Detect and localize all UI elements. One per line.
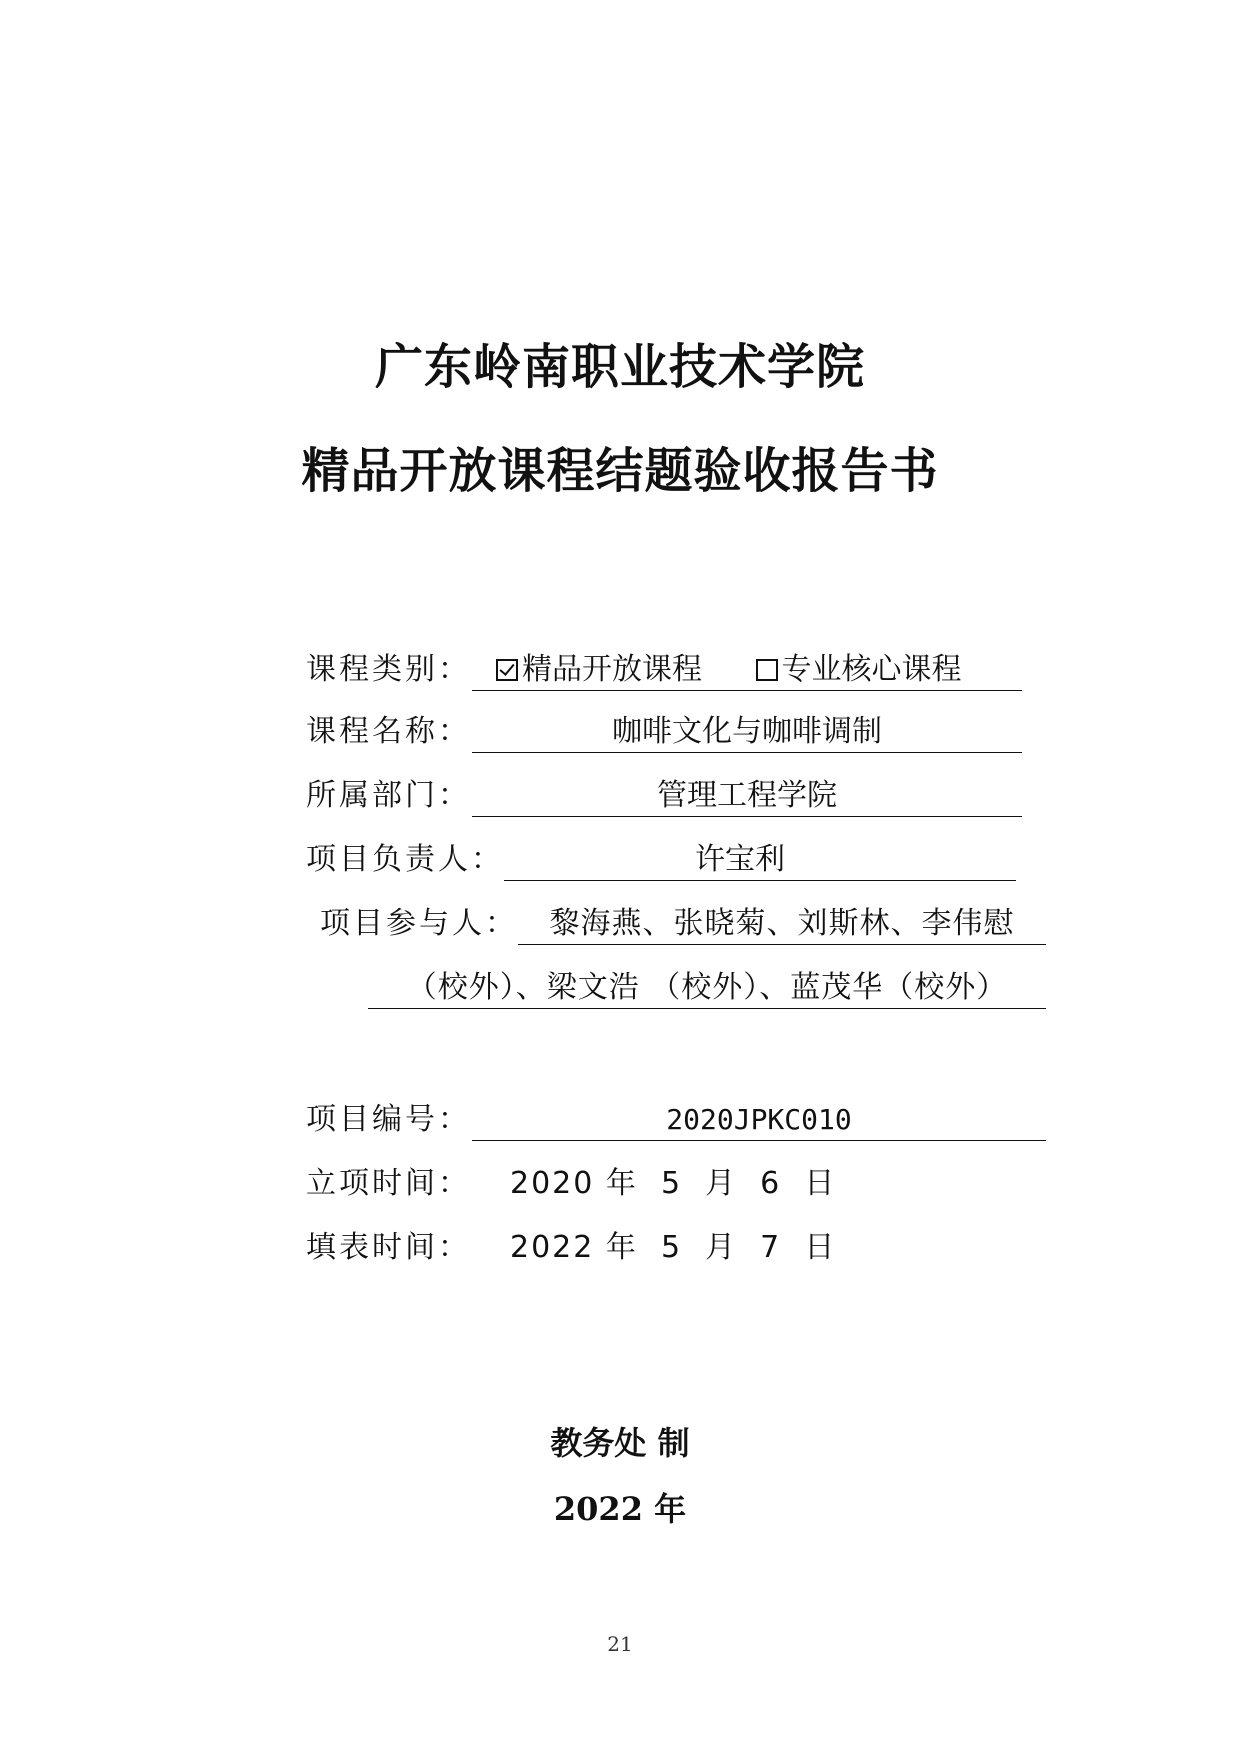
fill-date-label: 填表时间： bbox=[306, 1230, 471, 1265]
category-option-2[interactable]: 专业核心课程 bbox=[756, 652, 962, 687]
category-label: 课程类别： bbox=[306, 652, 471, 687]
report-title: 精品开放课程结题验收报告书 bbox=[301, 443, 939, 499]
category-field bbox=[472, 650, 1022, 691]
start-date-label: 立项时间： bbox=[306, 1166, 471, 1201]
course-name-label: 课程名称： bbox=[306, 714, 471, 749]
department-label: 所属部门： bbox=[306, 778, 471, 813]
checkbox-empty-icon[interactable] bbox=[756, 659, 778, 681]
project-no-label: 项目编号： bbox=[306, 1102, 471, 1137]
course-name-value: 咖啡文化与咖啡调制 bbox=[472, 712, 1022, 753]
participants-value-2: （校外）、梁文浩 （校外）、蓝茂华（校外） bbox=[368, 968, 1046, 1009]
department-value: 管理工程学院 bbox=[472, 776, 1022, 817]
issue-year: 2022 年 bbox=[553, 1490, 687, 1528]
fill-date-value: 2022 年 5 月 7 日 bbox=[510, 1230, 837, 1265]
page-number: 21 bbox=[607, 1632, 633, 1656]
start-date-value: 2020 年 5 月 6 日 bbox=[510, 1166, 837, 1201]
issuer: 教务处 制 bbox=[550, 1424, 690, 1462]
leader-label: 项目负责人： bbox=[306, 842, 504, 877]
project-no-value: 2020JPKC010 bbox=[472, 1100, 1046, 1141]
checkbox-checked-icon[interactable] bbox=[496, 659, 518, 681]
school-title: 广东岭南职业技术学院 bbox=[374, 339, 865, 395]
participants-value-1: 黎海燕、张晓菊、刘斯林、李伟慰 bbox=[518, 904, 1046, 945]
participants-label: 项目参与人： bbox=[320, 906, 518, 941]
category-option-1[interactable]: 精品开放课程 bbox=[496, 652, 712, 687]
leader-value: 许宝利 bbox=[504, 840, 1016, 881]
